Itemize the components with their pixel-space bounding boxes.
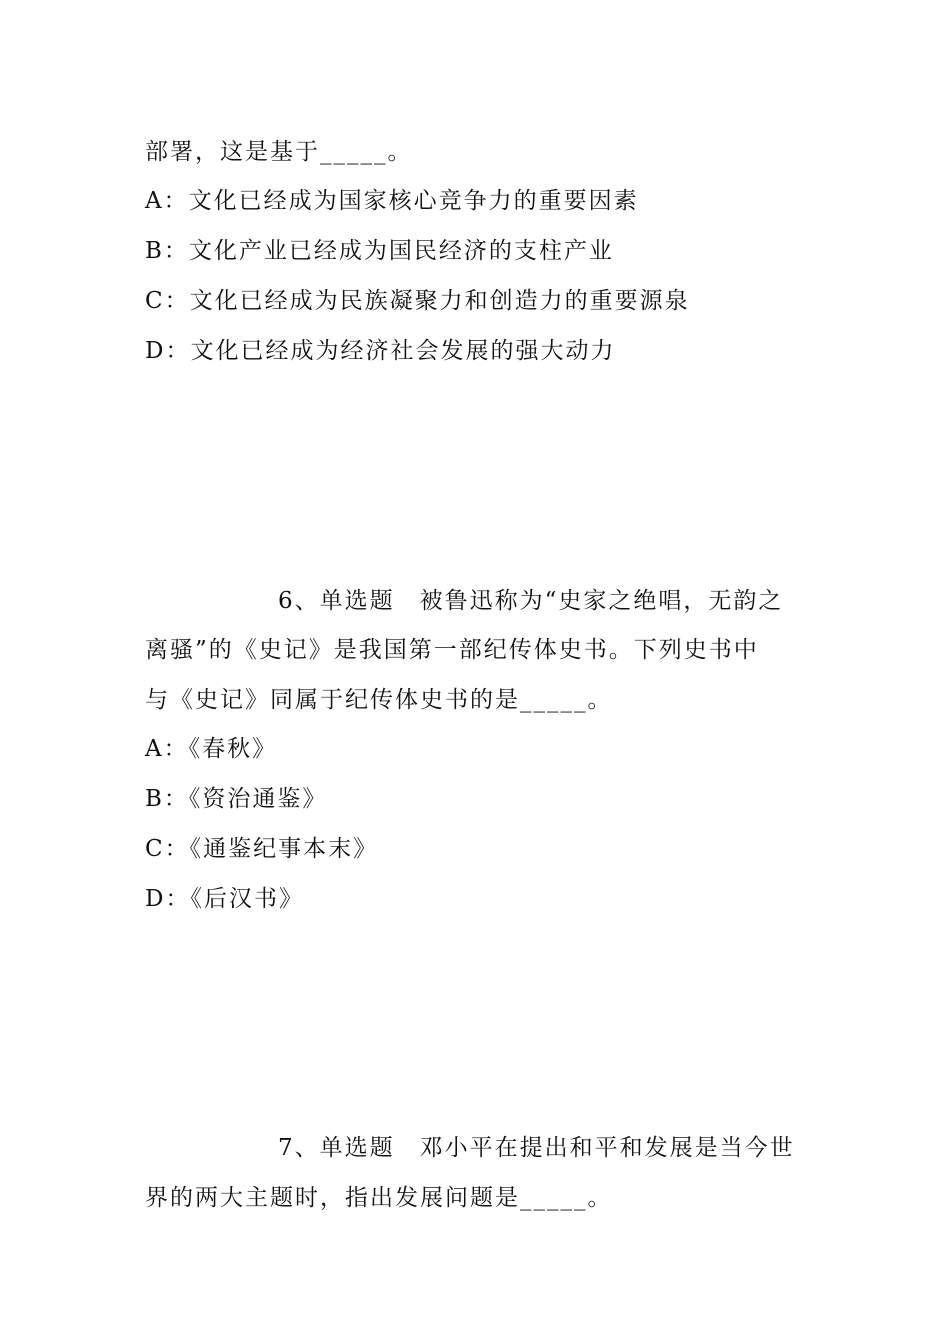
q7-stem-line-2: 界的两大主题时，指出发展问题是_____。 — [145, 1185, 613, 1211]
q5-option-a: A：文化已经成为国家核心竞争力的重要因素 — [145, 188, 639, 214]
q5-option-c: C：文化已经成为民族凝聚力和创造力的重要源泉 — [145, 288, 690, 314]
q6-stem-line-3: 与《史记》同属于纪传体史书的是_____。 — [145, 687, 613, 713]
q6-option-c: C：《通鉴纪事本末》 — [145, 836, 379, 862]
q6-stem-line-2: 离骚”的《史记》是我国第一部纪传体史书。下列史书中 — [145, 637, 759, 663]
q5-stem-end: 部署，这是基于_____。 — [145, 139, 413, 165]
q6-stem-line-1: 6、单选题 被鲁迅称为“史家之绝唱，无韵之 — [278, 588, 784, 614]
q5-option-b: B：文化产业已经成为国民经济的支柱产业 — [145, 238, 614, 264]
q6-option-d: D：《后汉书》 — [145, 886, 304, 912]
q7-stem-line-1: 7、单选题 邓小平在提出和平和发展是当今世 — [278, 1135, 795, 1161]
q6-option-b: B：《资治通鉴》 — [145, 786, 328, 812]
q5-option-d: D：文化已经成为经济社会发展的强大动力 — [145, 338, 616, 364]
q6-option-a: A：《春秋》 — [145, 736, 278, 762]
